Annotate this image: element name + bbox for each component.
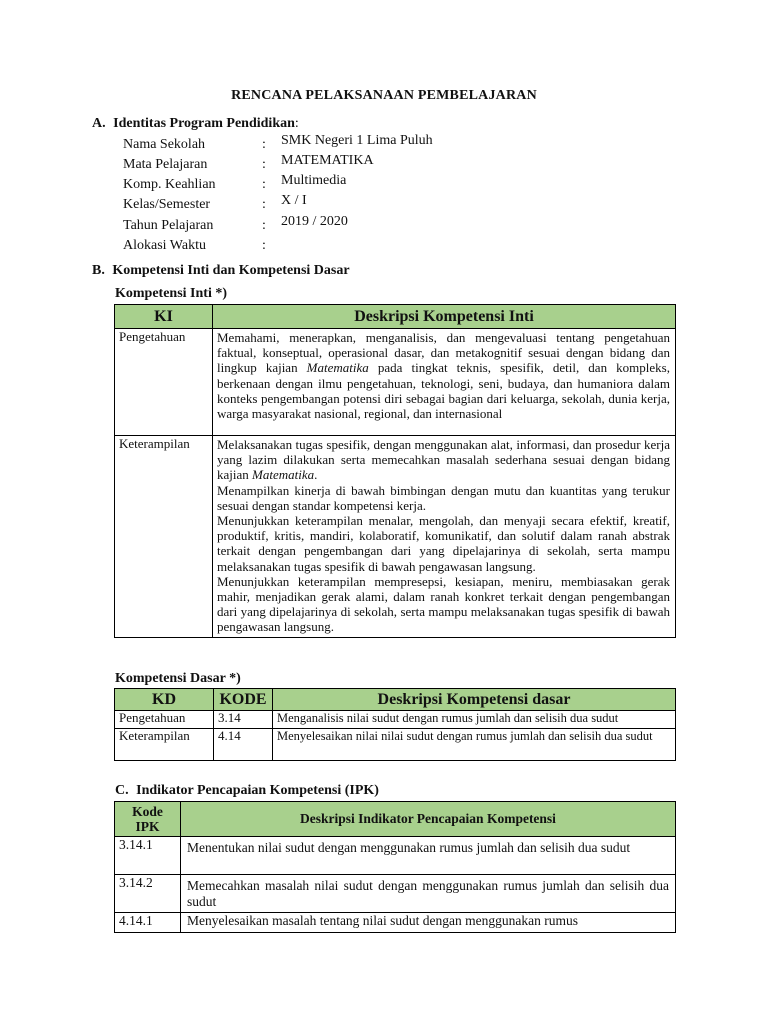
ki-desc-subject: Matematika (252, 467, 315, 483)
identity-label: Mata Pelajaran (123, 157, 208, 172)
section-c-title: Indikator Pencapaian Kompetensi (IPK) (136, 783, 379, 798)
table-row (115, 329, 676, 436)
section-a-prefix: A. (92, 116, 106, 131)
identity-colon: : (262, 197, 266, 212)
kd-code: 4.14 (214, 729, 273, 761)
ki-paragraph: Menampilkan kinerja di bawah bimbingan dengan mutu dan kuantitas yang terukur sesuai dengan standar kompetensi kerja. (217, 482, 670, 513)
section-a-title: Identitas Program Pendidikan (113, 116, 295, 131)
table-row (115, 436, 676, 638)
section-a-colon: : (294, 116, 299, 131)
ki-desc-part: pada tingkat teknis, spesifik, detil, dan kompleks, berkenaan dengan ilmu pengetahuan, teknologi, seni, budaya, dan humaniora dalam konteks pengembangan potensi diri sebagai bagian dari keluarga, sekolah, dunia kerja, warga masyarakat nasional, regional, dan internasional (217, 360, 670, 422)
ki-title: Kompetensi Inti *) (115, 286, 227, 301)
kd-header-desc: Deskripsi Kompetensi dasar (273, 689, 676, 711)
kd-cell: Keterampilan (115, 729, 214, 761)
ipk-description: Menentukan nilai sudut dengan menggunakan rumus jumlah dan selisih dua sudut (181, 837, 676, 875)
table-row (115, 837, 676, 875)
ki-table (114, 304, 676, 638)
ipk-code: 4.14.1 (115, 913, 181, 933)
section-c-prefix: C. (115, 783, 129, 798)
identity-value: SMK Negeri 1 Lima Puluh (281, 133, 433, 148)
table-row (115, 711, 676, 729)
kd-description: Menyelesaikan nilai nilai sudut dengan rumus jumlah dan selisih dua sudut (273, 729, 676, 761)
identity-label: Tahun Pelajaran (123, 218, 214, 233)
ipk-table (114, 801, 676, 933)
ki-description (213, 436, 676, 638)
ki-paragraph: Menunjukkan keterampilan mempresepsi, kesiapan, meniru, membiasakan gerak mahir, menjadikan gerak alami, dalam ranah konkret terkait dengan pengembangan dari yang dipelajarinya di sekolah, serta mampu melaksanakan tugas spesifik di bawah pengawasan langsung. (217, 573, 670, 635)
table-row (115, 913, 676, 933)
ipk-code: 3.14.1 (115, 837, 181, 875)
section-a-heading (92, 116, 299, 132)
ipk-description: Menyelesaikan masalah tentang nilai sudut dengan menggunakan rumus (181, 913, 676, 933)
ipk-description: Memecahkan masalah nilai sudut dengan menggunakan rumus jumlah dan selisih dua sudut (181, 875, 676, 913)
ipk-header-code: Kode IPK (115, 802, 181, 837)
section-b-prefix: B. (92, 263, 105, 278)
section-b-heading (92, 263, 350, 279)
ki-header-ki: KI (115, 305, 213, 329)
kd-header-kode: KODE (214, 689, 273, 711)
identity-label: Nama Sekolah (123, 137, 206, 152)
identity-colon: : (262, 218, 266, 233)
table-row (115, 729, 676, 761)
ki-desc-subject: Matematika (306, 360, 369, 376)
identity-label: Komp. Keahlian (123, 177, 216, 192)
kd-code: 3.14 (214, 711, 273, 729)
ki-desc-part: Melaksanakan tugas spesifik, dengan menggunakan alat, informasi, dan prosedur kerja yang lazim dilakukan serta memecahkan masalah sederhana sesuai dengan bidang kajian (217, 437, 670, 483)
ki-paragraph: Menunjukkan keterampilan menalar, mengolah, dan menyaji secara efektif, kreatif, produktif, kritis, mandiri, kolaboratif, komunikatif, dan solutif dalam ranah abstrak terkait dengan pengembangan dari yang dipelajarinya di sekolah, serta mampu melaksanakan tugas spesifik di bawah pengawasan langsung. (217, 513, 670, 574)
kd-description: Menganalisis nilai sudut dengan rumus jumlah dan selisih dua sudut (273, 711, 676, 729)
ki-desc-part: Memahami, menerapkan, menganalisis, dan mengevaluasi tentang pengetahuan faktual, konseptual, operasional dasar, dan metakognitif sesuai dengan bidang dan lingkup kajian (217, 330, 670, 376)
ki-label: Pengetahuan (115, 329, 213, 436)
identity-value: 2019 / 2020 (281, 214, 348, 229)
kd-table (114, 688, 676, 761)
ipk-header-desc: Deskripsi Indikator Pencapaian Kompetensi (181, 802, 676, 837)
ki-paragraph (217, 437, 670, 483)
identity-label: Kelas/Semester (123, 197, 211, 212)
section-b-title: Kompetensi Inti dan Kompetensi Dasar (112, 263, 350, 278)
kd-header-kd: KD (115, 689, 214, 711)
section-c-heading (115, 783, 379, 799)
identity-label: Alokasi Waktu (123, 238, 206, 253)
document-title: RENCANA PELAKSANAAN PEMBELAJARAN (231, 88, 537, 103)
identity-colon: : (262, 177, 266, 192)
ki-desc-part: . (314, 467, 318, 483)
ipk-code: 3.14.2 (115, 875, 181, 913)
table-row (115, 875, 676, 913)
ki-header-desc: Deskripsi Kompetensi Inti (213, 305, 676, 329)
identity-value: Multimedia (281, 173, 347, 188)
ki-description (213, 329, 676, 436)
kd-cell: Pengetahuan (115, 711, 214, 729)
ki-label: Keterampilan (115, 436, 213, 638)
identity-value: MATEMATIKA (281, 153, 374, 168)
kd-title: Kompetensi Dasar *) (115, 671, 241, 686)
identity-colon: : (262, 157, 266, 172)
identity-value: X / I (281, 193, 307, 208)
identity-colon: : (262, 238, 266, 253)
identity-colon: : (262, 137, 266, 152)
